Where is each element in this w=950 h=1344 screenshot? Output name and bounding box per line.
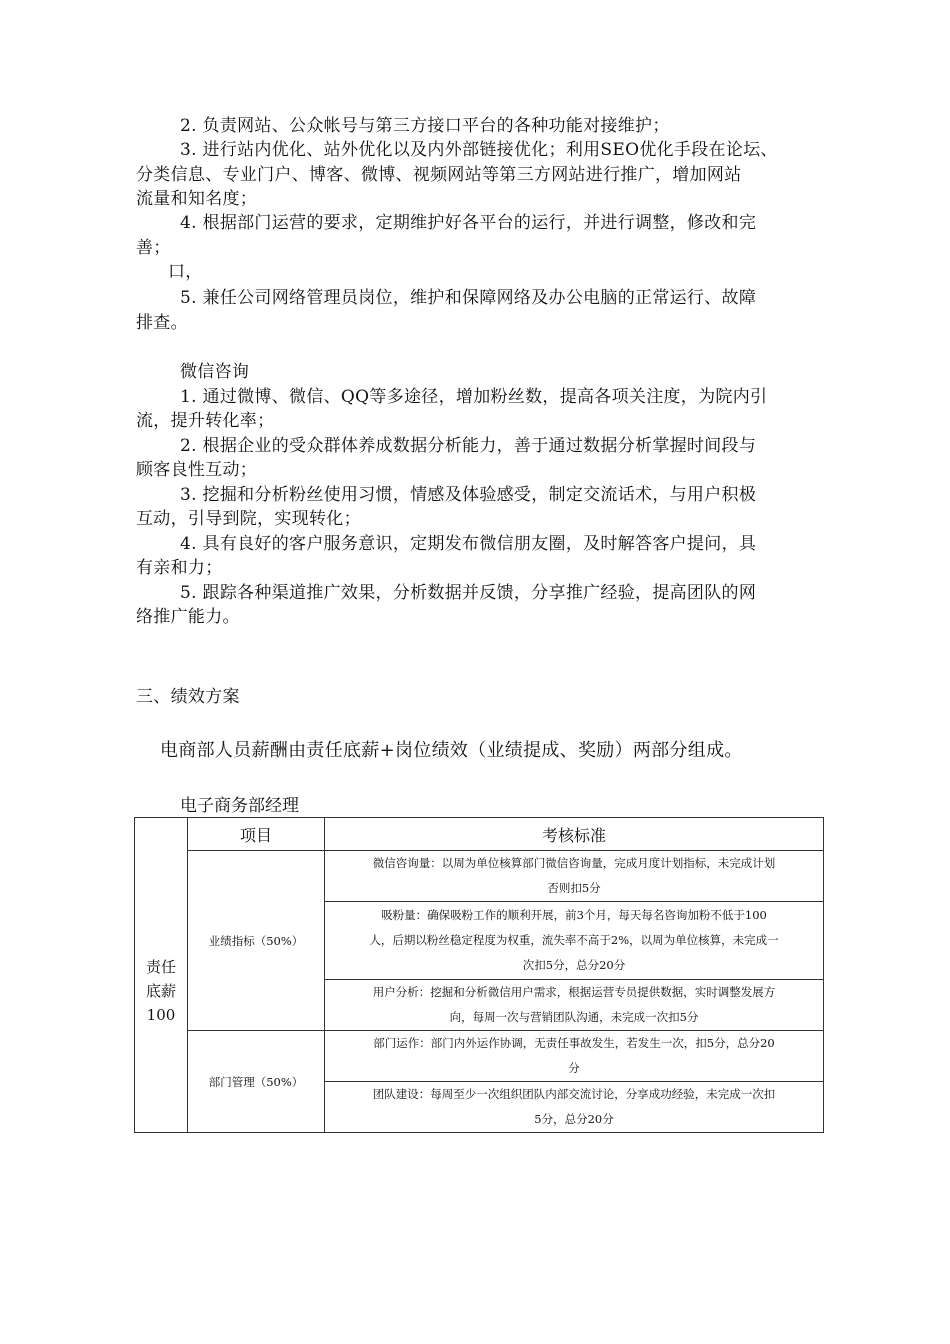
wechat-item-4-line1: 4. 具有良好的客户服务意识，定期发布微信朋友圈，及时解答客户提问，具 bbox=[180, 534, 757, 554]
criterion-cell bbox=[325, 1031, 824, 1082]
criterion-line: 分 bbox=[568, 1061, 580, 1075]
web-item-2: 2. 负责网站、公众帐号与第三方接口平台的各种功能对接维护； bbox=[180, 116, 670, 136]
criterion-cell bbox=[325, 980, 824, 1031]
web-item-4-line1: 4. 根据部门运营的要求，定期维护好各平台的运行，并进行调整，修改和完 bbox=[180, 213, 757, 233]
wechat-item-3-line1: 3. 挖掘和分析粉丝使用习惯，情感及体验感受，制定交流话术，与用户积极 bbox=[180, 485, 757, 505]
side-label-line: 底薪 bbox=[145, 982, 176, 1001]
wechat-item-3-line2: 互动，引导到院，实现转化； bbox=[136, 509, 361, 529]
kpi-table bbox=[134, 817, 824, 1133]
criterion-line: 微信咨询量：以周为单位核算部门微信咨询量，完成月度计划指标，未完成计划 bbox=[372, 856, 776, 870]
side-label-line: 责任 bbox=[145, 958, 176, 977]
wechat-item-4-line2: 有亲和力； bbox=[136, 558, 223, 578]
category-performance: 业绩指标（50%） bbox=[188, 851, 325, 1031]
side-label-line: 100 bbox=[146, 1006, 176, 1025]
criterion-cell bbox=[325, 851, 824, 902]
wechat-item-5-line2: 络推广能力。 bbox=[136, 607, 240, 627]
criterion-line: 团队建设：每周至少一次组织团队内部交流讨论，分享成功经验，未完成一次扣 bbox=[372, 1087, 776, 1101]
wechat-title: 微信咨询 bbox=[180, 362, 250, 382]
category-management: 部门管理（50%） bbox=[188, 1031, 325, 1133]
criterion-line: 吸粉量：确保吸粉工作的顺利开展，前3个月，每天每名咨询加粉不低于100 bbox=[381, 908, 767, 922]
web-stray-line: 口， bbox=[168, 262, 203, 282]
web-item-5-line1: 5. 兼任公司网络管理员岗位，维护和保障网络及办公电脑的正常运行、故障 bbox=[180, 288, 757, 308]
side-label-cell bbox=[135, 851, 188, 1133]
performance-heading: 三、绩效方案 bbox=[136, 687, 240, 707]
criterion-line: 否则扣5分 bbox=[547, 881, 601, 895]
wechat-item-2-line1: 2. 根据企业的受众群体养成数据分析能力，善于通过数据分析掌握时间段与 bbox=[180, 436, 757, 456]
criterion-line: 5分，总分20分 bbox=[534, 1112, 614, 1126]
wechat-item-1-line2: 流，提升转化率； bbox=[136, 411, 275, 431]
criterion-line: 人，后期以粉丝稳定程度为权重，流失率不高于2%，以周为单位核算，未完成一 bbox=[369, 933, 779, 947]
criterion-cell bbox=[325, 1082, 824, 1133]
criterion-cell bbox=[325, 902, 824, 980]
criterion-line: 部门运作：部门内外运作协调，无责任事故发生，若发生一次，扣5分，总分20 bbox=[373, 1036, 775, 1050]
wechat-item-5-line1: 5. 跟踪各种渠道推广效果，分析数据并反馈，分享推广经验，提高团队的网 bbox=[180, 583, 757, 603]
header-item: 项目 bbox=[188, 818, 325, 851]
table-header-row bbox=[135, 818, 824, 851]
wechat-item-2-line2: 顾客良性互动； bbox=[136, 460, 258, 480]
table-row bbox=[135, 851, 824, 902]
web-item-4-line2: 善； bbox=[136, 238, 171, 258]
wechat-item-1-line1: 1. 通过微博、微信、QQ等多途径，增加粉丝数，提高各项关注度，为院内引 bbox=[180, 387, 768, 407]
criterion-line: 次扣5分，总分20分 bbox=[522, 958, 626, 972]
table-corner-cell bbox=[135, 818, 188, 851]
web-item-3-line3: 流量和知名度； bbox=[136, 189, 258, 209]
web-item-3-line1: 3. 进行站内优化、站外优化以及内外部链接优化；利用SEO优化手段在论坛、 bbox=[180, 140, 778, 160]
criterion-line: 用户分析：挖掘和分析微信用户需求，根据运营专员提供数据，实时调整发展方 bbox=[372, 985, 776, 999]
web-item-5-line2: 排查。 bbox=[136, 313, 188, 333]
performance-intro: 电商部人员薪酬由责任底薪+岗位绩效（业绩提成、奖励）两部分组成。 bbox=[160, 740, 743, 761]
web-item-3-line2: 分类信息、专业门户、博客、微博、视频网站等第三方网站进行推广，增加网站 bbox=[136, 165, 742, 185]
table-row bbox=[135, 1031, 824, 1082]
table-caption: 电子商务部经理 bbox=[180, 796, 299, 816]
header-standard: 考核标准 bbox=[325, 818, 824, 851]
criterion-line: 向，每周一次与营销团队沟通，未完成一次扣5分 bbox=[449, 1010, 699, 1024]
